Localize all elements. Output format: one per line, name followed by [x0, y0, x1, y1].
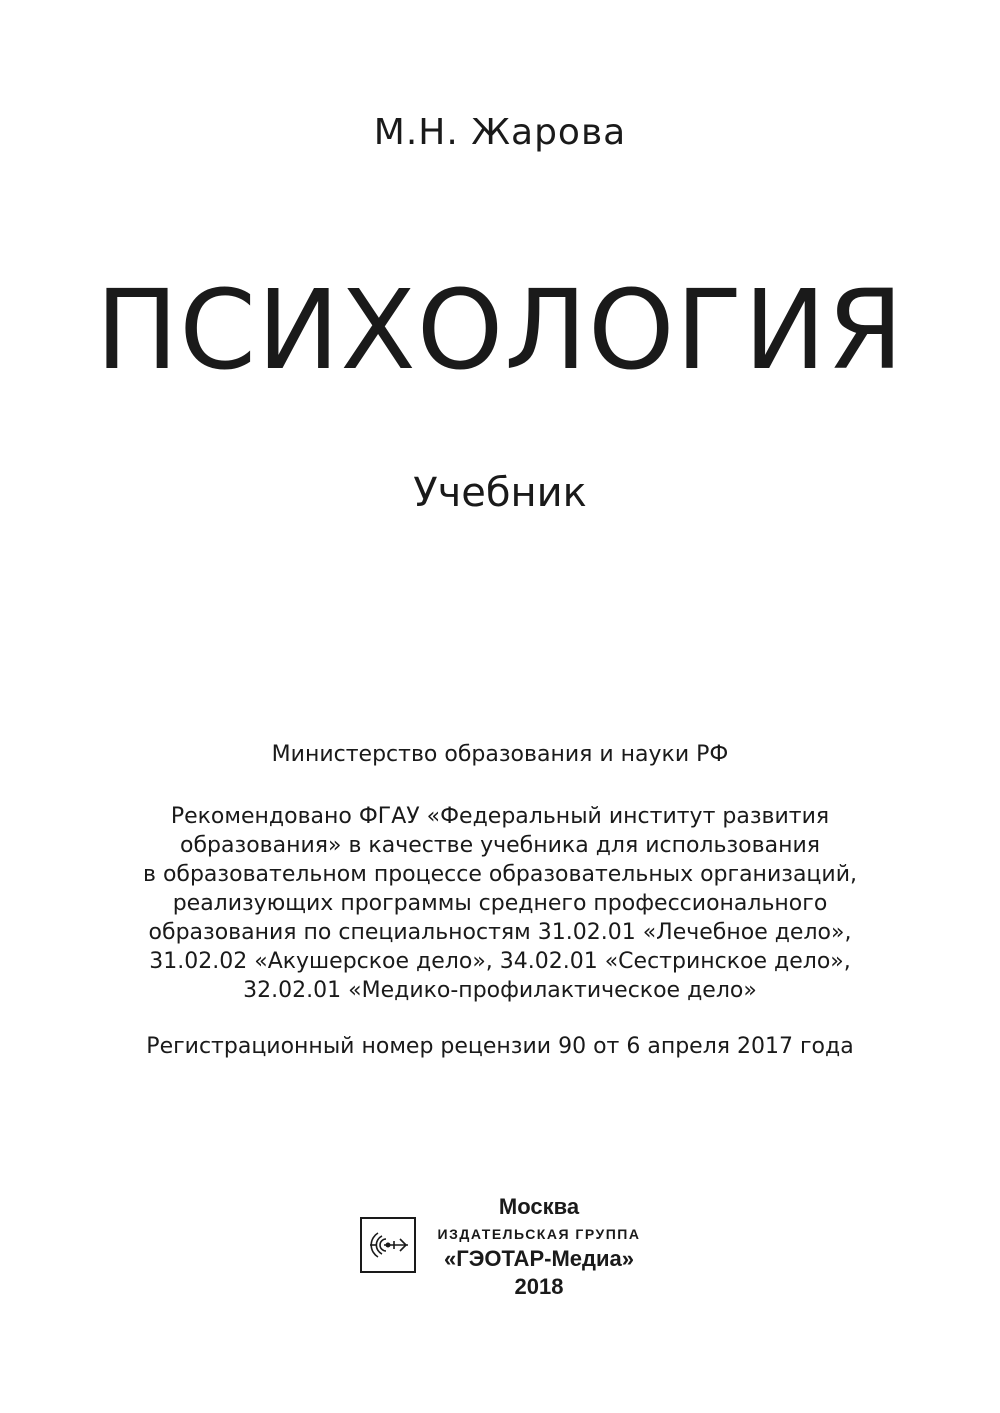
recommendation-text — [0, 802, 1000, 1005]
book-type: Учебник — [413, 470, 587, 516]
publisher-block — [360, 1193, 660, 1303]
registration-number: Регистрационный номер рецензии 90 от 6 апреля 2017 года — [146, 1034, 854, 1059]
publication-year: 2018 — [514, 1274, 564, 1299]
recommendation-line: образования по специальностям 31.02.01 «Лечебное дело», — [148, 920, 852, 945]
publisher-name: «ГЭОТАР-Медиа» — [444, 1246, 634, 1271]
recommendation-line: 32.02.01 «Медико-профилактическое дело» — [243, 978, 757, 1003]
geotar-logo-icon — [360, 1217, 416, 1273]
book-title: ПСИХОЛОГИЯ — [95, 266, 905, 394]
ministry-line: Министерство образования и науки РФ — [271, 742, 729, 767]
recommendation-line: реализующих программы среднего профессионального — [172, 891, 828, 916]
publisher-city: Москва — [498, 1194, 580, 1219]
author-name: М.Н. Жарова — [373, 112, 627, 153]
recommendation-line: образования» в качестве учебника для использования — [180, 833, 820, 858]
publisher-group: ИЗДАТЕЛЬСКАЯ ГРУППА — [437, 1226, 641, 1242]
recommendation-line: 31.02.02 «Акушерское дело», 34.02.01 «Сестринское дело», — [149, 949, 851, 974]
recommendation-line: в образовательном процессе образовательных организаций, — [142, 862, 857, 887]
recommendation-line: Рекомендовано ФГАУ «Федеральный институт развития — [170, 804, 830, 829]
